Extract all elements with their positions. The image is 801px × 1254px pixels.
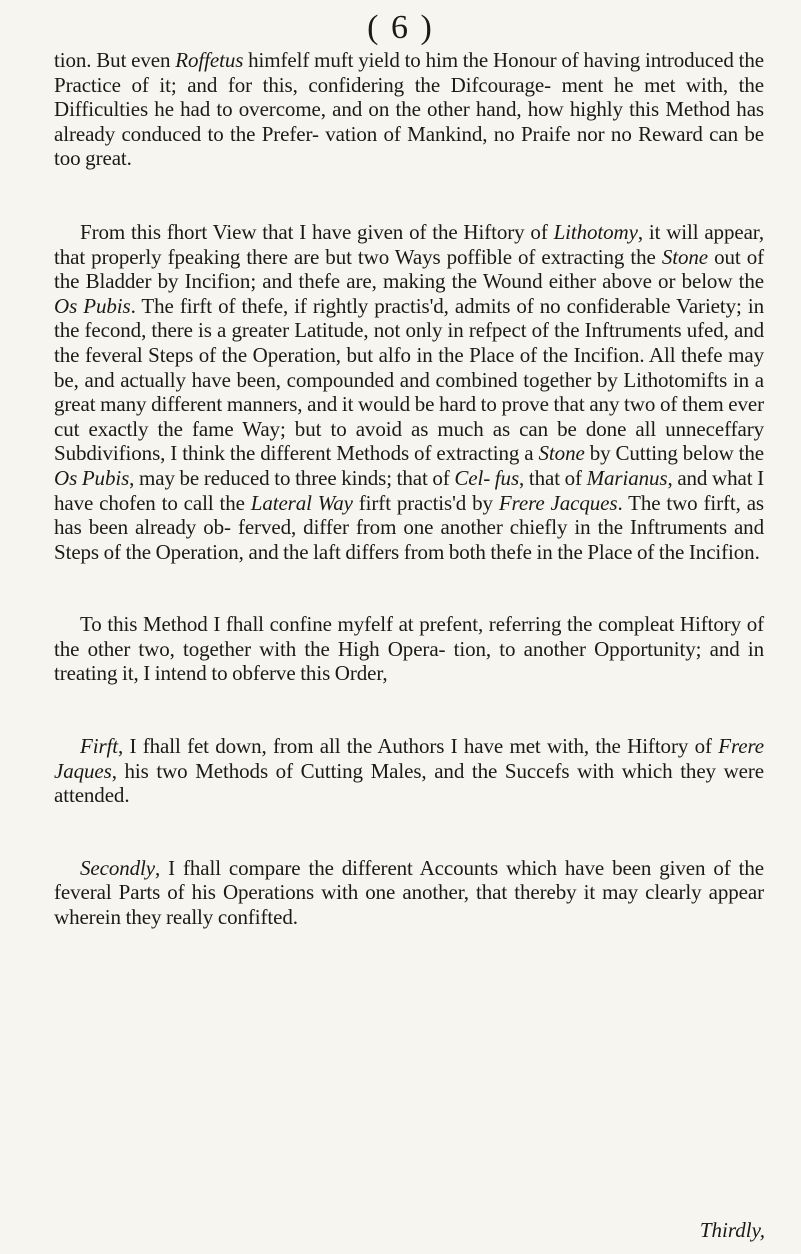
text-span: , that of	[519, 465, 587, 490]
italic-name: Roffetus	[175, 48, 244, 72]
text-span: To this Method I fhall confine myfelf at prefent, referring the compleat Hiftory of the other two, together with the High Opera- tion, to another Opportunity; and in treating it, I intend to obferve this Order,	[54, 612, 764, 686]
text-span: , his two Methods of Cutting Males, and the Succefs with which they were attended.	[54, 758, 764, 808]
italic-term: Stone	[661, 244, 708, 269]
text-span: , it will appear, that properly fpeaking there are but two Ways poffible of extracting the	[54, 219, 764, 269]
italic-term: Lithotomy	[553, 219, 638, 244]
text-span: , I fhall compare the different Accounts which have been given of the feveral Parts of his Operations with one another, that thereby it may clearly appear wherein they really confifted.	[54, 855, 764, 930]
italic-term: Os Pubis	[54, 293, 131, 318]
paragraph-4	[54, 734, 764, 808]
paragraph-3	[54, 612, 764, 686]
paragraph-2	[54, 220, 764, 564]
body-text	[54, 48, 764, 930]
catchword: Thirdly,	[699, 1218, 765, 1242]
text-span: . The two firft, as has been already ob- ferved, differ from one another chiefly in the Inftruments and Steps of the Operation, and the laft differs from both thefe in the Place of the Incifion.	[54, 490, 764, 564]
italic-term: Firft	[80, 734, 119, 759]
italic-name: Frere Jacques	[498, 490, 618, 515]
italic-term: Os Pubis	[54, 465, 130, 490]
italic-term: Stone	[538, 441, 585, 466]
paragraph-5	[54, 856, 764, 930]
text-span: himfelf muft yield to him the Honour of having introduced the Practice of it; and for this, confidering the Difcourage- ment he met with, the Difficulties he had to overcome, and on the other hand, how highly this Method has already conduced to the Prefer- vation of Mankind, no Praife nor no Reward can be too great.	[54, 48, 764, 171]
text-span: firft practis'd by	[352, 490, 499, 515]
text-span: tion. But even	[54, 48, 176, 72]
italic-term: Lateral Way	[250, 490, 353, 515]
page-number: ( 6 )	[367, 9, 434, 46]
text-span: out of the Bladder by Incifion; and thefe are, making the Wound either above or below the	[54, 244, 764, 294]
italic-term: Secondly	[80, 855, 155, 880]
text-span: . The firft of thefe, if rightly practis'd, admits of no confiderable Variety; in the fecond, there is a greater Latitude, not only in refpect of the Inftruments ufed, and the feveral Steps of the Operation, but alfo in the Place of the Incifion. All thefe may be, and actually have been, compounded and combined together by Lithotomifts in a great many different manners, and it would be hard to prove that any two of them ever cut exactly the fame Way; but to avoid as much as can be done all unneceffary Subdivifions, I think the different Methods of extracting a	[54, 293, 764, 466]
text-span: , may be reduced to three kinds; that of	[129, 465, 455, 490]
text-span: by Cutting below the	[584, 441, 764, 466]
italic-name: Cel- fus	[454, 465, 520, 490]
italic-name: Frere Jaques	[54, 734, 764, 783]
text-span: , I fhall fet down, from all the Authors I have met with, the Hiftory of	[118, 734, 719, 759]
paragraph-1	[54, 48, 764, 171]
italic-name: Marianus	[586, 465, 668, 490]
text-span: From this fhort View that I have given of the Hiftory of	[80, 219, 554, 244]
text-span: , and what I have chofen to call the	[54, 465, 765, 515]
